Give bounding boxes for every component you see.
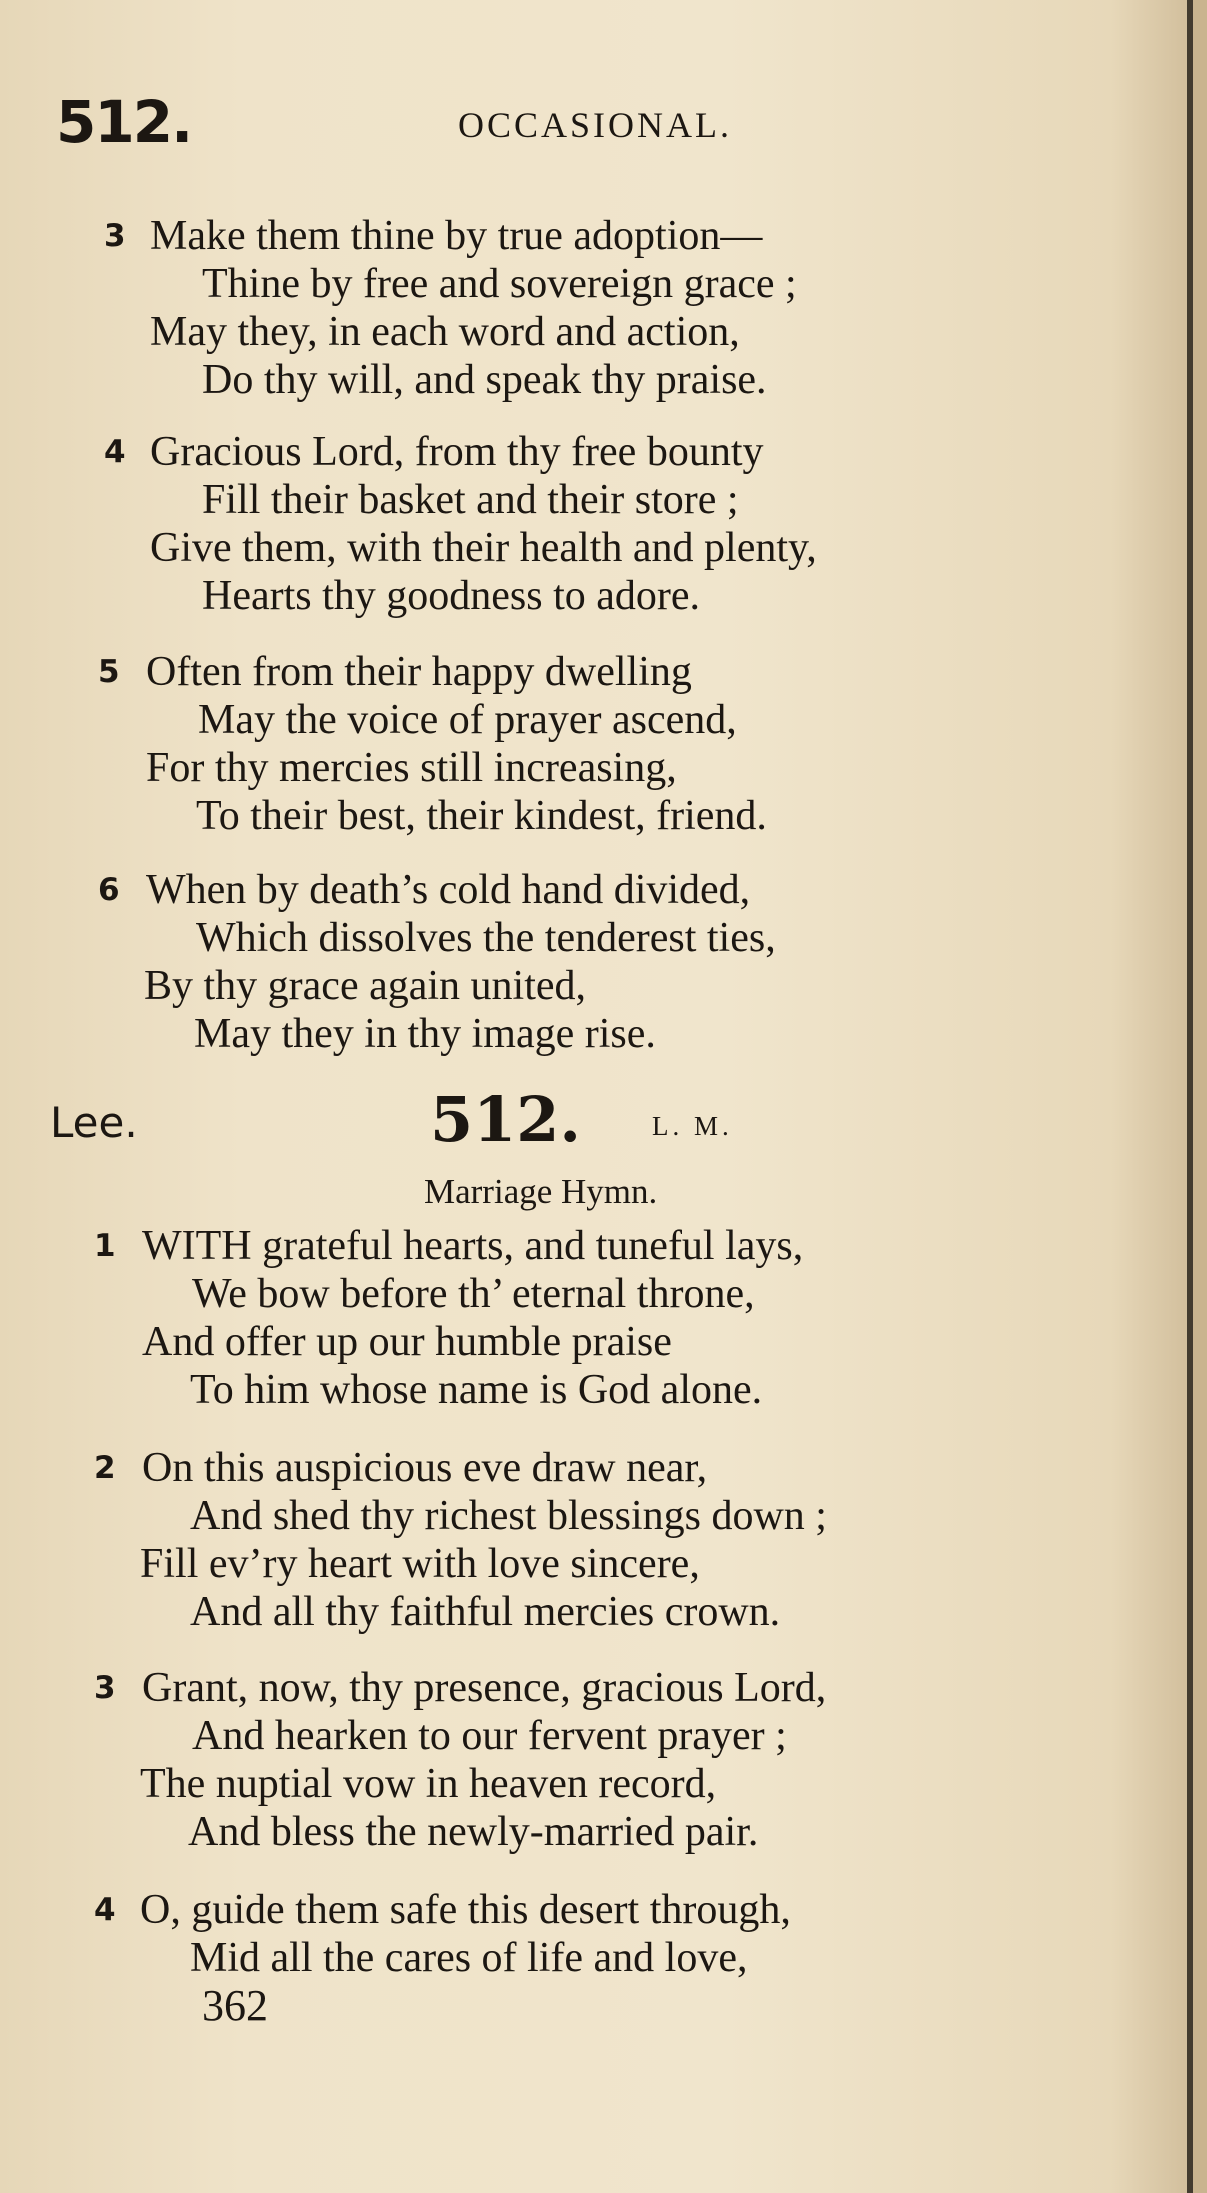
printer-signature: 362 (202, 1981, 268, 2030)
verse-line: And hearken to our fervent prayer ; (192, 1713, 787, 1759)
verse-line: Mid all the cares of life and love, (190, 1935, 748, 1981)
tune-name: Lee. (50, 1098, 138, 1147)
running-header: OCCASIONAL. (458, 105, 733, 145)
hymn-meter: L. M. (652, 1111, 733, 1141)
page-edge (1193, 0, 1207, 2193)
verse-line: The nuptial vow in heaven record, (140, 1761, 717, 1807)
verse-line: By thy grace again united, (144, 963, 587, 1009)
verse-line: And offer up our humble praise (142, 1319, 672, 1365)
verse-line: Hearts thy goodness to adore. (202, 573, 701, 619)
verse-line: Often from their happy dwelling (146, 649, 692, 695)
verse-line: Grant, now, thy presence, gracious Lord, (142, 1665, 827, 1711)
verse-line: Gracious Lord, from thy free bounty (150, 429, 764, 475)
verse-line: For thy mercies still increasing, (146, 745, 677, 791)
verse-number: 4 (104, 434, 126, 470)
verse-line: Fill their basket and their store ; (202, 477, 739, 523)
verse-number: 3 (94, 1670, 116, 1706)
hymn-number: 512. (430, 1083, 582, 1156)
verse-line: Which dissolves the tenderest ties, (196, 915, 776, 961)
verse-line: Thine by free and sovereign grace ; (202, 261, 797, 307)
verse-line: We bow before th’ eternal throne, (192, 1271, 755, 1317)
verse-line: On this auspicious eve draw near, (142, 1445, 708, 1491)
verse-line: And shed thy richest blessings down ; (190, 1493, 827, 1539)
verse-line: Give them, with their health and plenty, (150, 525, 817, 571)
verse-line: When by death’s cold hand divided, (146, 867, 751, 913)
verse-line: Do thy will, and speak thy praise. (202, 357, 767, 403)
verse-line: O, guide them safe this desert through, (140, 1887, 791, 1933)
verse-line: And bless the newly-married pair. (188, 1809, 759, 1855)
verse-line: Fill ev’ry heart with love sincere, (140, 1541, 700, 1587)
hymn-title: Marriage Hymn. (424, 1172, 658, 1211)
verse-number: 5 (98, 654, 120, 690)
verse-line: To him whose name is God alone. (190, 1367, 763, 1413)
verse-number: 4 (94, 1892, 116, 1928)
verse-line: WITH grateful hearts, and tuneful lays, (142, 1223, 804, 1269)
page-number: 512. (56, 88, 192, 156)
verse-line: May the voice of prayer ascend, (198, 697, 737, 743)
binding-shadow (1187, 0, 1193, 2193)
verse-line: May they in thy image rise. (194, 1011, 656, 1057)
verse-number: 6 (98, 872, 120, 908)
verse-line: Make them thine by true adoption— (150, 213, 763, 259)
verse-number: 3 (104, 218, 126, 254)
verse-number: 1 (94, 1228, 116, 1264)
verse-number: 2 (94, 1450, 116, 1486)
verse-line: To their best, their kindest, friend. (196, 793, 767, 839)
verse-line: May they, in each word and action, (150, 309, 740, 355)
verse-line: And all thy faithful mercies crown. (190, 1589, 781, 1635)
